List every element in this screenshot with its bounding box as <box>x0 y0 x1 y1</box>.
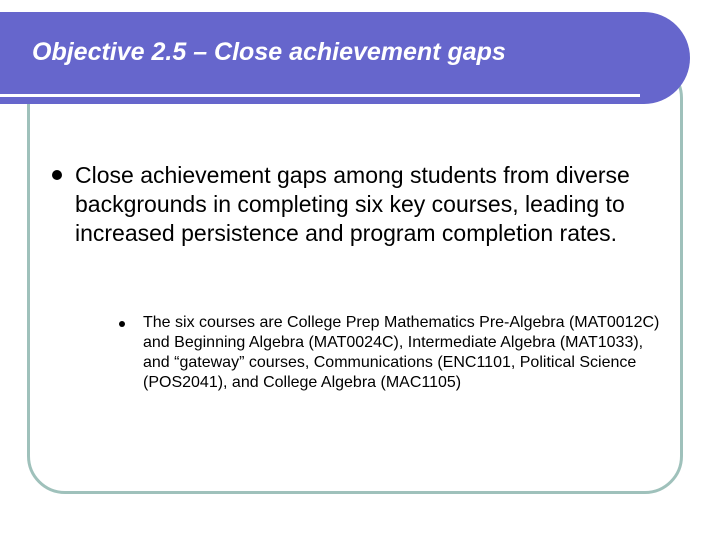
bullet-dot-icon <box>52 170 62 180</box>
main-bullet-text: Close achievement gaps among students from diverse backgrounds in completing six key courses, leading to increased persistence and program completion rates. <box>75 162 630 246</box>
sub-bullet-text: The six courses are College Prep Mathematics Pre-Algebra (MAT0012C) and Beginning Algebra (MAT0024C), Intermediate Algebra (MAT1033), and “gateway” courses, Communications (ENC1101, Political Science (POS2041), and College Algebra (MAC1105) <box>143 314 660 391</box>
slide-title: Objective 2.5 – Close achievement gaps <box>32 38 506 66</box>
sub-bullet-dot-icon <box>119 321 125 327</box>
